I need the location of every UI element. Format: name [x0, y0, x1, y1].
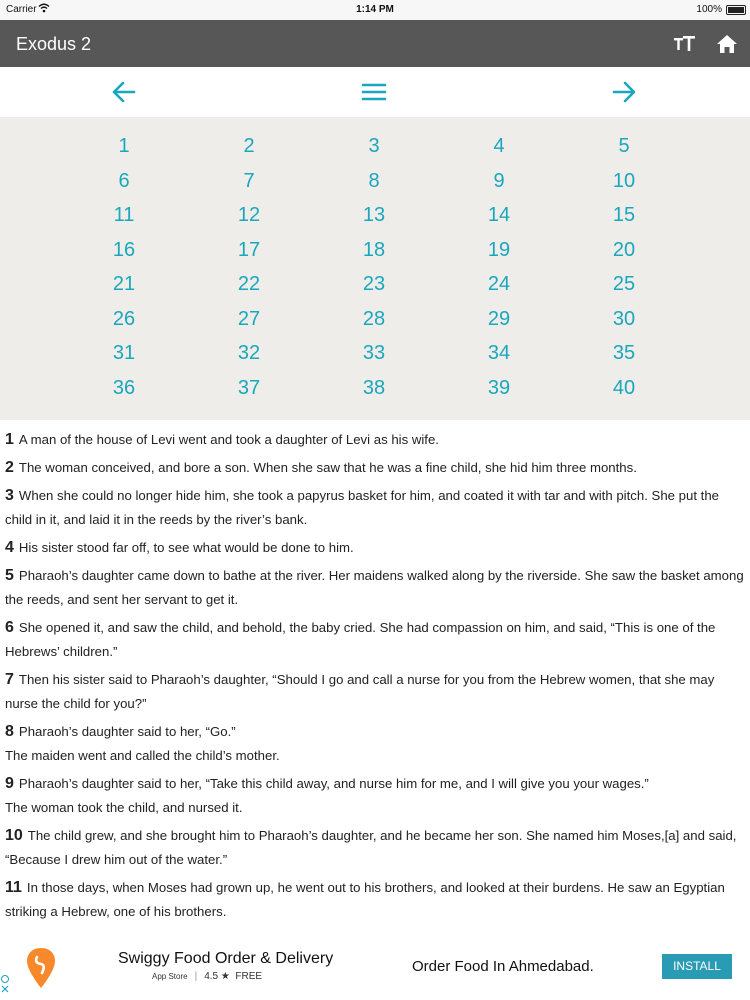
- verse-number-link[interactable]: 16: [112, 238, 136, 261]
- ad-price: FREE: [235, 971, 263, 982]
- ad-rating: 4.5 ★: [204, 971, 230, 982]
- verse-text: When she could no longer hide him, she took a papyrus basket for him, and coated it with tar and with pitch. She put the child in it, and laid it in the reeds by the river’s bank.: [5, 488, 719, 527]
- verse-number-link[interactable]: 1: [118, 135, 130, 157]
- verse-paragraph: [5, 824, 747, 872]
- verse-number-link[interactable]: 4: [493, 135, 505, 157]
- arrow-right-icon[interactable]: [610, 78, 638, 106]
- text-size-icon[interactable]: [674, 35, 696, 53]
- verse-text: A man of the house of Levi went and took a daughter of Levi as his wife.: [18, 432, 439, 447]
- verse-number-link[interactable]: 40: [612, 376, 636, 399]
- verse-number-link[interactable]: 21: [112, 273, 136, 295]
- verse-paragraph: [5, 616, 747, 664]
- verse-paragraph: [5, 668, 747, 716]
- verse-paragraph: [5, 456, 747, 480]
- ad-app-name: Swiggy Food Order & Delivery: [118, 950, 334, 967]
- verse-text: In those days, when Moses had grown up, he went out to his brothers, and looked at their burdens. He saw an Egyptian striking a Hebrew, one of his brothers.: [5, 880, 725, 919]
- verse-number-link[interactable]: 27: [237, 307, 261, 330]
- verse-number-grid: [0, 117, 750, 420]
- verse-text: Pharaoh’s daughter came down to bathe at the river. Her maidens walked along by the riverside. She saw the basket among the reeds, and sent her servant to get it.: [5, 568, 744, 607]
- verse-number: 3: [5, 487, 14, 504]
- verse-number-link[interactable]: 28: [362, 307, 386, 330]
- chapter-text: [5, 428, 747, 928]
- battery-icon: [726, 5, 746, 15]
- verse-number-link[interactable]: 2: [243, 135, 255, 157]
- verse-number-link[interactable]: 19: [487, 238, 511, 261]
- verse-text: Pharaoh’s daughter said to her, “Take this child away, and nurse him for me, and I will give you your wages.”: [18, 776, 649, 791]
- verse-text: His sister stood far off, to see what would be done to him.: [18, 540, 354, 555]
- verse-text-continued: The woman took the child, and nursed it.: [5, 800, 243, 815]
- verse-number-link[interactable]: 25: [612, 273, 636, 295]
- verse-number-link[interactable]: 3: [368, 135, 380, 157]
- verse-paragraph: [5, 428, 747, 452]
- verse-number-link[interactable]: 23: [362, 273, 386, 295]
- verse-number-link[interactable]: 11: [113, 204, 135, 226]
- verse-number-link[interactable]: 7: [243, 169, 255, 192]
- verse-paragraph: [5, 564, 747, 612]
- chapter-nav: [0, 67, 750, 117]
- verse-number-link[interactable]: 38: [362, 376, 386, 399]
- verse-paragraph: [5, 772, 747, 820]
- verse-paragraph: [5, 876, 747, 924]
- verse-number: 8: [5, 723, 14, 740]
- nav-header: [0, 20, 750, 67]
- install-button[interactable]: INSTALL: [662, 954, 732, 979]
- verse-number-link[interactable]: 13: [362, 204, 386, 226]
- verse-number-link[interactable]: 6: [118, 169, 130, 192]
- verse-number: 1: [5, 431, 14, 448]
- app-store-label: App Store: [152, 972, 188, 981]
- verse-number-link[interactable]: 32: [237, 342, 261, 364]
- verse-number: 5: [5, 567, 14, 584]
- verse-number-link[interactable]: 20: [612, 238, 636, 261]
- verse-number-link[interactable]: 37: [237, 376, 261, 399]
- verse-number-link[interactable]: 24: [487, 273, 511, 295]
- verse-number-link[interactable]: 15: [612, 204, 636, 226]
- verse-number: 7: [5, 671, 14, 688]
- verse-number-link[interactable]: 22: [237, 273, 261, 295]
- clock: 1:14 PM: [356, 4, 394, 15]
- verse-number-link[interactable]: 36: [112, 376, 136, 399]
- home-icon[interactable]: [716, 33, 738, 55]
- battery-percent: 100%: [696, 4, 722, 15]
- ad-app-meta: App Store | 4.5 ★ FREE: [152, 971, 263, 982]
- verse-number-link[interactable]: 34: [487, 342, 511, 364]
- status-bar: [0, 0, 750, 20]
- verse-number-link[interactable]: 30: [612, 307, 636, 330]
- swiggy-logo-icon: [26, 947, 56, 989]
- verse-number: 4: [5, 539, 14, 556]
- verse-text-continued: The maiden went and called the child’s mother.: [5, 748, 280, 763]
- carrier-label: Carrier: [6, 4, 37, 15]
- page-title: Exodus 2: [16, 34, 92, 54]
- verse-number-link[interactable]: 10: [612, 169, 636, 192]
- verse-number: 10: [5, 827, 23, 844]
- verse-text: Pharaoh’s daughter said to her, “Go.”: [18, 724, 236, 739]
- verse-number: 2: [5, 459, 14, 476]
- verse-number-link[interactable]: 29: [487, 307, 511, 330]
- verse-number-link[interactable]: 33: [362, 342, 386, 364]
- verse-text: The woman conceived, and bore a son. When she saw that he was a fine child, she hid him three months.: [18, 460, 637, 475]
- ad-tagline: Order Food In Ahmedabad.: [412, 958, 594, 975]
- verse-number-link[interactable]: 17: [237, 238, 261, 261]
- verse-text: She opened it, and saw the child, and behold, the baby cried. She had compassion on him, and said, “This is one of the Hebrews’ children.”: [5, 620, 716, 659]
- verse-number-link[interactable]: 31: [112, 342, 136, 364]
- verse-text: The child grew, and she brought him to Pharaoh’s daughter, and he became her son. She named him Moses,[a] and said, “Because I drew him out of the water.”: [5, 828, 737, 867]
- verse-number-link[interactable]: 14: [487, 204, 511, 226]
- verse-number: 6: [5, 619, 14, 636]
- verse-text: Then his sister said to Pharaoh’s daughter, “Should I go and call a nurse for you from the Hebrew women, that she may nurse the child for you?”: [5, 672, 715, 711]
- ad-banner[interactable]: [0, 940, 750, 1000]
- verse-number-link[interactable]: 18: [362, 238, 386, 261]
- menu-icon[interactable]: [360, 78, 388, 106]
- verse-number-link[interactable]: 8: [368, 169, 380, 192]
- verse-number-link[interactable]: 26: [112, 307, 136, 330]
- verse-number: 9: [5, 775, 14, 792]
- verse-number-link[interactable]: 35: [612, 342, 636, 364]
- arrow-left-icon[interactable]: [110, 78, 138, 106]
- verse-paragraph: [5, 484, 747, 532]
- verse-number-link[interactable]: 5: [618, 135, 630, 157]
- verse-number-link[interactable]: 12: [237, 204, 261, 226]
- verse-number: 11: [5, 879, 22, 896]
- verse-paragraph: [5, 536, 747, 560]
- verse-number-link[interactable]: 9: [493, 169, 505, 192]
- verse-paragraph: [5, 720, 747, 768]
- verse-number-link[interactable]: 39: [487, 376, 511, 399]
- adchoices-icon[interactable]: [0, 974, 10, 994]
